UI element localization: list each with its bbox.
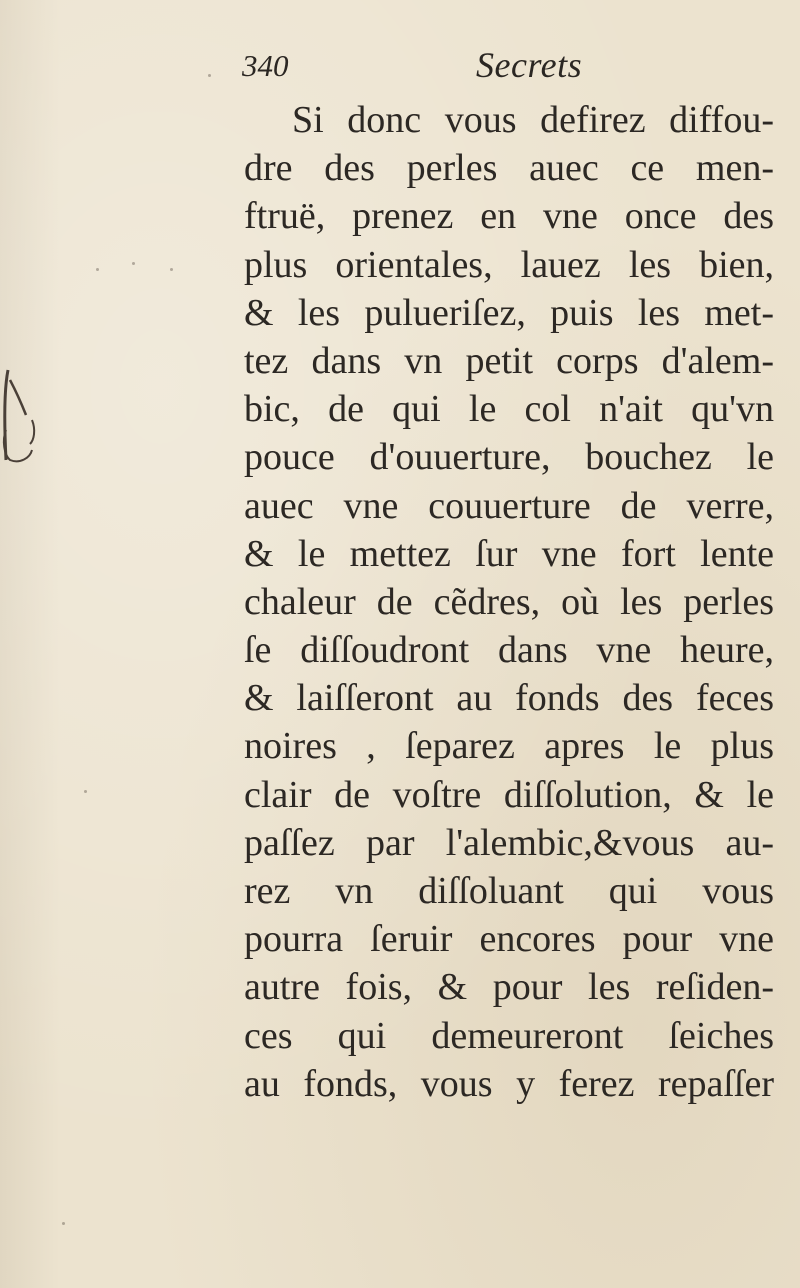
text-line: & le mettez ſur vne fort lente xyxy=(244,532,774,575)
text-line: clair de voſtre diſſolution, & le xyxy=(244,773,774,816)
text-line: ces qui demeureront ſeiches xyxy=(244,1014,774,1057)
running-head: Secrets xyxy=(476,45,583,85)
paper-speck xyxy=(84,790,87,793)
text-line: pouce d'ouuerture, bouchez le xyxy=(244,436,774,479)
paper-speck xyxy=(208,74,211,77)
text-line: auec vne couuerture de verre, xyxy=(244,484,774,527)
page-number: 340 xyxy=(242,48,289,83)
text-line: au fonds, vous y ferez repaſſer xyxy=(244,1062,774,1105)
text-line: pourra ſeruir encores pour vne xyxy=(244,918,774,961)
paper-speck xyxy=(96,268,99,271)
text-line: & les pulueriſez, puis les met- xyxy=(244,291,774,334)
text-line: & laiſſeront au fonds des feces xyxy=(244,677,774,720)
text-line: chaleur de cẽdres, où les perles xyxy=(244,580,774,623)
text-line: bic, de qui le col n'ait qu'vn xyxy=(244,388,774,431)
paper-speck xyxy=(62,1222,65,1225)
text-line: dre des perles auec ce men- xyxy=(244,147,774,190)
text-line: rez vn diſſoluant qui vous xyxy=(244,870,774,912)
text-line: plus orientales, lauez les bien, xyxy=(244,243,774,286)
body-text xyxy=(244,96,774,1108)
text-line: autre fois, & pour les reſiden- xyxy=(244,966,774,1009)
text-line: ſe diſſoudront dans vne heure, xyxy=(244,629,774,672)
paper-speck xyxy=(132,262,135,265)
text-line: ftruë, prenez en vne once des xyxy=(244,195,774,238)
ink-bleed-mark xyxy=(0,360,40,480)
page-header xyxy=(242,44,762,94)
text-line: paſſez par l'alembic,&vous au- xyxy=(244,821,774,864)
text-line: Si donc vous defirez diffou- xyxy=(292,99,774,141)
text-line: noires , ſeparez apres le plus xyxy=(244,725,774,768)
text-line: tez dans vn petit corps d'alem- xyxy=(244,339,774,382)
paper-speck xyxy=(170,268,173,271)
